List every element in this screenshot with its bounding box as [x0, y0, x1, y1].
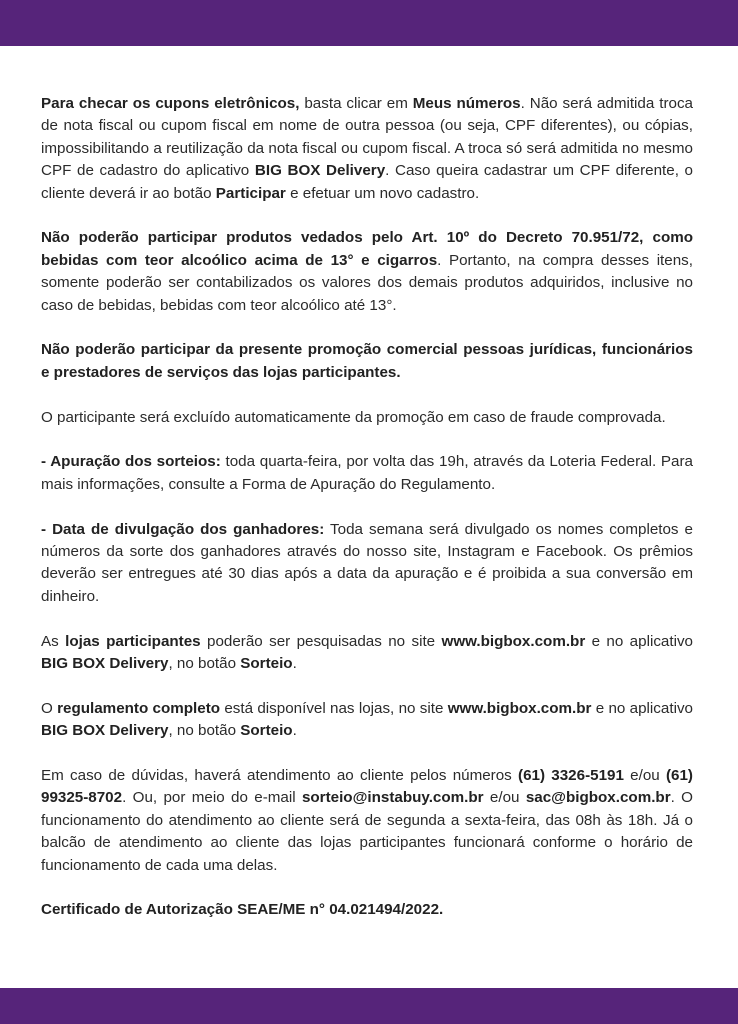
text: O participante será excluído automaticamente da promoção em caso de fraude comprovada. — [41, 408, 666, 426]
paragraph-divulgacao — [41, 519, 693, 609]
text: e efetuar um novo cadastro. — [285, 184, 480, 202]
meus-numeros-label: Meus números — [412, 95, 521, 112]
paragraph-regulamento — [41, 698, 693, 743]
text: O — [41, 699, 58, 717]
paragraph-lojas — [41, 631, 693, 676]
email-link[interactable]: sac@bigbox.com.br — [525, 789, 671, 807]
text: e no aplicativo — [591, 699, 693, 717]
bold-text: Para checar os cupons eletrônicos, — [41, 95, 300, 112]
text: Toda semana será divulgado os nomes completos e números da sorte dos ganhadores através do nosso site, Instagram e Facebook. Os prêmios deverão ser entregues até 30 dias após a data da apuração e é proibida a sua conversão em dinheiro. — [41, 520, 693, 605]
paragraph-apuracao — [41, 451, 693, 496]
app-name: BIG BOX Delivery — [41, 655, 169, 673]
sorteio-label: Sorteio — [240, 655, 293, 673]
phone-number[interactable]: (61) 3326-5191 — [518, 767, 624, 785]
text: está disponível nas lojas, no site — [220, 699, 448, 717]
text: e no aplicativo — [585, 632, 694, 650]
paragraph-fraude — [41, 407, 693, 429]
bold-text: - Apuração dos sorteios: — [41, 453, 221, 471]
text: Em caso de dúvidas, haverá atendimento ao cliente pelos números — [41, 767, 519, 785]
bold-text: regulamento completo — [57, 699, 221, 717]
website-link[interactable]: www.bigbox.com.br — [447, 699, 592, 717]
footer-bar — [0, 988, 738, 1024]
text: . O funcionamento do atendimento ao cliente será de segunda a sexta-feira, das 08h às 18h. Já o balcão de atendimento ao cliente das lojas participantes funcionará conforme o horário de funcionamento de cada uma delas. — [41, 789, 693, 874]
website-link[interactable]: www.bigbox.com.br — [441, 632, 586, 650]
text: basta clicar em — [299, 95, 413, 112]
text: . — [292, 655, 297, 673]
text: . — [292, 722, 297, 740]
text: , no botão — [168, 722, 241, 740]
app-name: BIG BOX Delivery — [254, 162, 386, 180]
document-body — [41, 93, 693, 922]
paragraph-cupons — [41, 93, 693, 205]
text: . Ou, por meio do e-mail — [122, 789, 302, 807]
bold-text: Não poderão participar produtos vedados pelo Art. 10º do Decreto 70.951/72, como bebidas com teor alcoólico acima de 13° e cigarros — [41, 229, 693, 269]
app-name: BIG BOX Delivery — [41, 722, 169, 740]
text: . Portanto, na compra desses itens, somente poderão ser contabilizados os valores dos demais produtos adquiridos, inclusive no caso de bebidas, bebidas com teor alcoólico até 13°. — [41, 251, 693, 314]
text: As — [41, 632, 66, 650]
email-link[interactable]: sorteio@instabuy.com.br — [301, 789, 484, 807]
sorteio-label: Sorteio — [240, 722, 293, 740]
header-bar — [0, 0, 738, 46]
text: toda quarta-feira, por volta das 19h, através da Loteria Federal. Para mais informações, consulte a Forma de Apuração do Regulamento. — [41, 453, 693, 493]
bold-text: - Data de divulgação dos ganhadores: — [41, 520, 325, 538]
text: e/ou — [623, 767, 666, 785]
text: e/ou — [483, 789, 526, 807]
text: , no botão — [168, 655, 241, 673]
participar-label: Participar — [215, 184, 286, 202]
bold-text: Não poderão participar da presente promoção comercial pessoas jurídicas, funcionários e prestadores de serviços das lojas participantes. — [41, 341, 693, 381]
paragraph-produtos-vedados — [41, 227, 693, 317]
text: poderão ser pesquisadas no site — [200, 632, 442, 650]
paragraph-certificado — [41, 899, 693, 921]
text: . Caso queira cadastrar um CPF diferente, o cliente deverá ir ao botão — [41, 162, 693, 202]
phone-number[interactable]: (61) 99325-8702 — [41, 767, 693, 807]
text: . Não será admitida troca de nota fiscal ou cupom fiscal em nome de outra pessoa (ou seja, CPF diferentes), ou cópias, impossibilitando a reutilização da nota fiscal ou cupom fiscal. A troca só será admitida no mesmo CPF de cadastro do aplicativo — [41, 95, 693, 180]
certificate-number: Certificado de Autorização SEAE/ME n° 04.021494/2022. — [41, 901, 444, 919]
paragraph-pessoas-juridicas — [41, 339, 693, 384]
bold-text: lojas participantes — [65, 632, 201, 650]
paragraph-atendimento — [41, 765, 693, 877]
